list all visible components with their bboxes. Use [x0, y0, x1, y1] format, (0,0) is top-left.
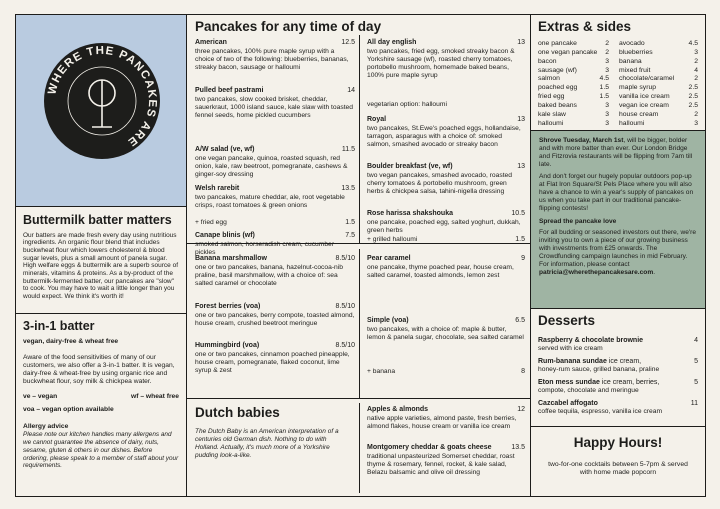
- extras-title: Extras & sides: [538, 19, 632, 34]
- pancakes-panel: [186, 14, 531, 399]
- three-in-one-body: Aware of the food sensitivities of many of our customers, we also offer a 3-in-1 batter. It is vegan, dairy-free & wheat-free by using organic rice and buckwheat flour, soy milk & chickpea water.: [23, 353, 175, 386]
- extra-row: bacon 3: [538, 57, 609, 65]
- menu-item-royal: Royal 13 two pancakes, St.Ewe's poached eggs, hollandaise, tarragon, asparagus with a choice of: smoked salmon, smashed avocado or streaky bacon: [367, 116, 525, 148]
- logo-panel: [15, 14, 187, 207]
- wheat-free-key: wf – wheat free: [131, 392, 179, 400]
- menu-item-pastrami: Pulled beef pastrami 14 two pancakes, slow cooked brisket, cheddar, sauerkraut, 1000 island sauce, kale slaw with toasted fennel seeds, home pickled cucumbers: [195, 87, 355, 119]
- extras-left-list: [538, 40, 609, 129]
- dessert-item: Raspberry & chocolate brownie 4 served with ice cream: [538, 336, 698, 353]
- buttermilk-body: Our batters are made fresh every day using nutritious ingredients. An organic flour blend that includes buckwheat flour which lowers cholesterol & blood sugar levels, plus a small amount of panela sugar. High welfare eggs & buttermilk are a superb source of minerals, vitamins & proteins. As a by-product of the buttermilk-fermented batter, our pancakes are "slow" to cook. You may have to wait a little longer than you would expect. We think it's worth it!: [23, 231, 178, 300]
- dutch-babies-title: Dutch babies: [195, 405, 280, 420]
- shrove-panel: [530, 130, 706, 309]
- extra-row: banana 2: [619, 57, 698, 65]
- menu-item-halloumi-addon: + grilled halloumi 1.5: [367, 236, 525, 243]
- extra-row: halloumi 3: [619, 119, 698, 127]
- buttermilk-title: Buttermilk batter matters: [23, 213, 172, 227]
- spread-body: For all budding or seasoned investors out there, we're inviting you to own a piece of our growing business with investments from £25 onwards. The Crowdfunding campaign launches in mid February. For information, please contact patricia@wherethepancakesare.com.: [539, 229, 697, 277]
- dessert-item: Eton mess sundae ice cream, berries, 5 compote, chocolate and meringue: [538, 378, 698, 395]
- column-divider: [359, 35, 360, 243]
- extra-row: poached egg 1.5: [538, 84, 609, 92]
- dutch-babies-panel: [186, 398, 531, 497]
- extra-row: one vegan pancake 2: [538, 48, 609, 56]
- happy-hours-body: two-for-one cocktails between 5-7pm & served with home made popcorn: [548, 460, 688, 477]
- extra-row: chocolate/caramel 2: [619, 75, 698, 83]
- menu-item-boulder-breakfast: Boulder breakfast (ve, wf) 13 two vegan pancakes, smashed avocado, roasted cherry tomatoes & portobello mushroom, green herbs & chickpea salsa, tahini-nigella dressing: [367, 163, 525, 195]
- menu-item-hummingbird: Hummingbird (voa) 8.5/10 one or two pancakes, cinnamon poached pineapple, house cream, pomegranate, flaked coconut, lime syrup & zest: [195, 342, 355, 374]
- extra-row: halloumi 3: [538, 119, 609, 127]
- menu-item-fried-egg-addon: + fried egg 1.5: [195, 219, 355, 226]
- menu-item-shakshouka: Rose harissa shakshouka 10.5 one pancake, poached egg, salted yoghurt, dukkah, green herbs: [367, 210, 525, 234]
- extra-row: fried egg 1.5: [538, 93, 609, 101]
- allergy-title: Allergy advice: [23, 422, 69, 430]
- menu-item-canape-blinis: Canape blinis (wf) 7.5 smoked salmon, horseradish cream, cucumber pickles: [195, 232, 355, 256]
- extra-row: blueberries 3: [619, 48, 698, 56]
- menu-item-banana-addon: + banana 8: [367, 368, 525, 375]
- menu-item-banana-marshmallow: Banana marshmallow 8.5/10 one or two pancakes, banana, hazelnut-cocoa-nib praline, basil marshmallow, with a choice of: sea salted caramel or chocolate: [195, 255, 355, 287]
- spread-title: Spread the pancake love: [539, 218, 617, 226]
- extra-row: mixed fruit 4: [619, 66, 698, 74]
- vegetarian-option-note: vegetarian option: halloumi: [367, 101, 447, 108]
- menu-item-forest-berries: Forest berries (voa) 8.5/10 one or two pancakes, berry compote, toasted almond, house cream, crushed beetroot meringue: [195, 303, 355, 327]
- shrove-intro: Shrove Tuesday, March 1st, will be bigger, bolder and with more batter than ever. Our London Bridge and Fitzrovia restaurants will be flipping from 7am till late.: [539, 137, 693, 169]
- contact-email-link[interactable]: patricia@wherethepancakesare.com: [539, 269, 654, 277]
- menu-item-apples-almonds: Apples & almonds 12 native apple varieties, almond paste, fresh berries, almond flakes, house cream or vanilla ice cream: [367, 406, 525, 430]
- menu-item-pear-caramel: Pear caramel 9 one pancake, thyme poached pear, house cream, salted caramel, toasted almonds, lemon zest: [367, 255, 525, 279]
- buttermilk-panel: [15, 206, 187, 314]
- desserts-panel: [530, 308, 706, 427]
- menu-item-montgomery-cheddar: Montgomery cheddar & goats cheese 13.5 traditional unpasteurized Somerset cheddar, roast thyme & rosemary, fennel, rocket, & kale salad, Belazu balsamic and olive oil dressing: [367, 444, 525, 476]
- happy-hours-title: Happy Hours!: [573, 435, 663, 450]
- extra-row: vegan ice cream 2.5: [619, 102, 698, 110]
- extra-row: vanilla ice cream 2.5: [619, 93, 698, 101]
- happy-hours-panel: [530, 426, 706, 497]
- menu-item-american: American 12.5 three pancakes, 100% pure maple syrup with a choice of two of the following: blueberries, bananas, streaky bacon, sausage or halloumi: [195, 39, 355, 71]
- three-in-one-panel: [15, 313, 187, 497]
- menu-item-welsh-rarebit: Welsh rarebit 13.5 two pancakes, mature cheddar, ale, root vegetable crisps, roast tomatoes & green onions: [195, 185, 355, 209]
- vegan-key: ve – vegan: [23, 392, 58, 400]
- dessert-item: Cazcabel affogato 11 coffee tequila, espresso, vanilla ice cream: [538, 399, 698, 416]
- extra-row: maple syrup 2.5: [619, 84, 698, 92]
- dessert-item: Rum-banana sundae ice cream, 5 honey-rum sauce, grilled banana, praline: [538, 357, 698, 374]
- menu-item-aw-salad: A/W salad (ve, wf) 11.5 one vegan pancake, quinoa, roasted squash, red onion, kale, raw beetroot, pomegranate, cashews & ginger-soy dressing: [195, 146, 355, 178]
- desserts-title: Desserts: [538, 313, 596, 328]
- dutch-intro: The Dutch Baby is an American interpretation of a centuries old German dish. Nothing to do with Holland. Actually, it's much more of a Yorkshire pudding look-a-like.: [195, 428, 339, 459]
- extra-row: kale slaw 3: [538, 110, 609, 118]
- column-divider-sweet: [359, 249, 360, 399]
- extras-panel: [530, 14, 706, 131]
- three-in-one-title: 3-in-1 batter: [23, 319, 95, 333]
- extras-right-list: [619, 40, 698, 129]
- pancakes-title: Pancakes for any time of day: [195, 19, 382, 34]
- allergy-body: Please note our kitchen handles many allergens and we cannot guarantee the absence of dairy, nuts, sesame, gluten & others in our dishes. Before ordering, please speak to a member of staff about your requirements.: [23, 431, 179, 470]
- extra-row: avocado 4.5: [619, 39, 698, 47]
- logo-text: WHERE THE PANCAKES ARE: [46, 44, 159, 149]
- brand-logo: [16, 15, 187, 207]
- menu-item-simple: Simple (voa) 6.5 two pancakes, with a choice of: maple & butter, lemon & panela sugar, chocolate, sea salted caramel: [367, 317, 525, 341]
- three-in-one-subtitle: vegan, dairy-free & wheat free: [23, 337, 119, 345]
- extra-row: baked beans 3: [538, 102, 609, 110]
- voa-key: voa – vegan option available: [23, 405, 114, 413]
- dutch-divider: [359, 403, 360, 493]
- extra-row: sausage (wf) 3: [538, 66, 609, 74]
- menu-item-all-day-english: All day english 13 two pancakes, fried egg, smoked streaky bacon & Yorkshire sausage (wf), roasted cherry tomatoes, portobello mushroom, homemade baked beans, 100% pure maple syrup: [367, 39, 525, 80]
- extra-row: salmon 4.5: [538, 75, 609, 83]
- extra-row: one pancake 2: [538, 39, 609, 47]
- extra-row: house cream 2: [619, 110, 698, 118]
- shrove-popup: And don't forget our hugely popular outdoors pop-up at Flat Iron Square/St Pels Place where you will also have a chance to win a year's supply of pancakes on us when you take part in our traditional pancake-flipping contests!: [539, 173, 694, 213]
